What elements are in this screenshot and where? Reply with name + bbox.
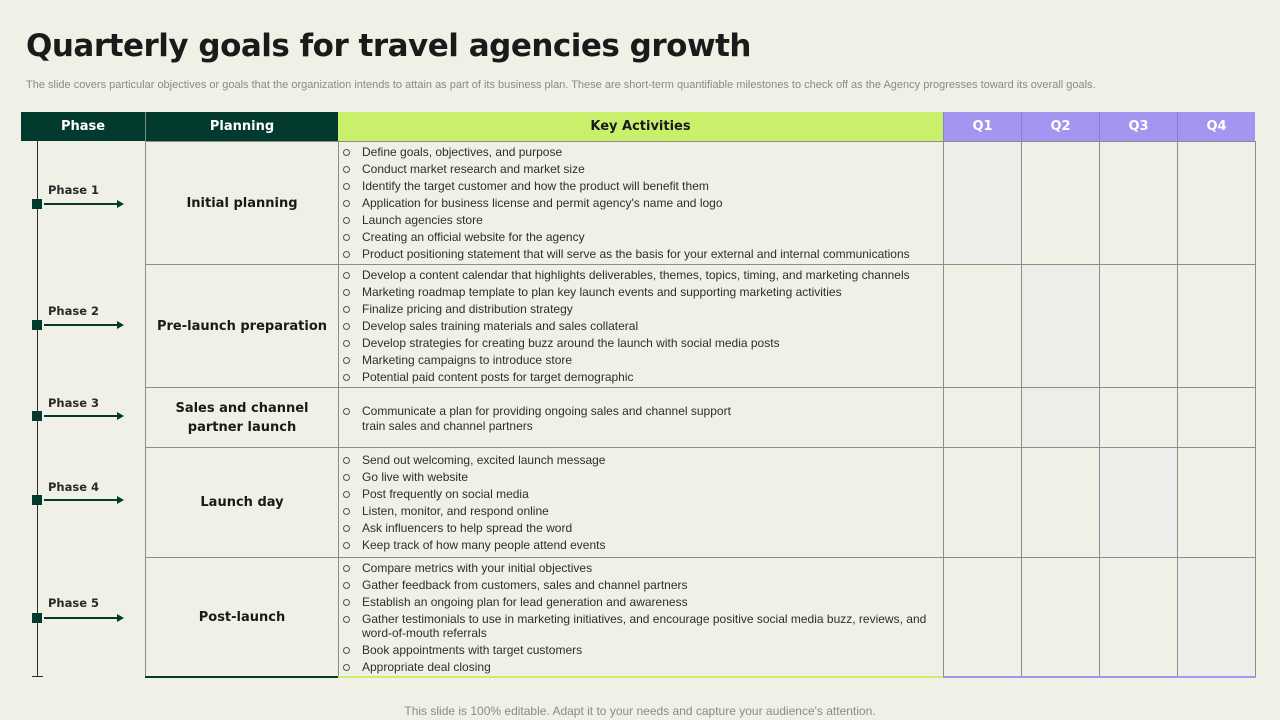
- planning-cell: Pre-launch preparation: [145, 264, 338, 387]
- quarter-cell-q2: [1021, 387, 1099, 447]
- header-q2: Q2: [1021, 112, 1099, 141]
- bullet-circle-icon: [343, 306, 350, 313]
- header-key-activities: Key Activities: [338, 112, 943, 141]
- bullet-circle-icon: [343, 149, 350, 156]
- activity-text: Marketing campaigns to introduce store: [362, 353, 573, 367]
- phase-arrow-icon: [44, 415, 118, 417]
- activity-item: [343, 336, 933, 350]
- activity-text: Listen, monitor, and respond online: [362, 504, 549, 518]
- activity-item: [343, 538, 933, 552]
- quarter-cell-q4: [1177, 557, 1255, 677]
- activity-item: [343, 578, 933, 592]
- activity-item: [343, 145, 933, 159]
- activity-item: [343, 612, 933, 640]
- bullet-circle-icon: [343, 647, 350, 654]
- activity-item: [343, 504, 933, 518]
- bullet-circle-icon: [343, 357, 350, 364]
- phase-arrow-icon: [44, 203, 118, 205]
- activity-text: Go live with website: [362, 470, 469, 484]
- key-activities-cell: [338, 447, 943, 557]
- activity-item: [343, 213, 933, 227]
- bullet-circle-icon: [343, 374, 350, 381]
- activity-item: [343, 230, 933, 244]
- bullet-circle-icon: [343, 582, 350, 589]
- quarter-cell-q3: [1099, 141, 1177, 264]
- quarter-cell-q1: [943, 447, 1021, 557]
- activity-text: Creating an official website for the agency: [362, 230, 585, 244]
- quarter-cell-q2: [1021, 447, 1099, 557]
- activity-text: Develop a content calendar that highlights deliverables, themes, topics, timing, and marketing channels: [362, 268, 910, 282]
- bullet-circle-icon: [343, 525, 350, 532]
- planning-cell: Sales and channel partner launch: [145, 387, 338, 447]
- activity-item: [343, 302, 933, 316]
- quarter-cell-q1: [943, 141, 1021, 264]
- activity-item: [343, 268, 933, 282]
- header-q1: Q1: [943, 112, 1021, 141]
- activity-text: Finalize pricing and distribution strategy: [362, 302, 573, 316]
- bullet-circle-icon: [343, 457, 350, 464]
- bullet-circle-icon: [343, 166, 350, 173]
- bullet-circle-icon: [343, 217, 350, 224]
- bullet-circle-icon: [343, 234, 350, 241]
- phase-marker-icon: [32, 320, 42, 330]
- page-subtitle: The slide covers particular objectives or goals that the organization intends to attain as part of its business plan. These are short-term quantifiable milestones to check off as the Agency progresses toward its overall goals.: [26, 79, 1096, 91]
- activity-text: Send out welcoming, excited launch message: [362, 453, 606, 467]
- bullet-circle-icon: [343, 616, 350, 623]
- quarter-cell-q2: [1021, 141, 1099, 264]
- bullet-circle-icon: [343, 272, 350, 279]
- activity-item: [343, 595, 933, 609]
- activity-text: Application for business license and permit agency's name and logo: [362, 196, 723, 210]
- activity-item: [343, 179, 933, 193]
- phase-label: Phase 2: [48, 304, 100, 318]
- quarters-bottom-line: [943, 676, 1256, 678]
- footer-note: This slide is 100% editable. Adapt it to your needs and capture your audience's attention.: [404, 704, 876, 718]
- key-activities-cell: [338, 387, 943, 447]
- phase-marker-icon: [32, 199, 42, 209]
- bullet-circle-icon: [343, 508, 350, 515]
- activity-item: [343, 247, 933, 261]
- activity-text: Establish an ongoing plan for lead generation and awareness: [362, 595, 688, 609]
- activity-item: [343, 370, 933, 384]
- activity-item: [343, 470, 933, 484]
- activity-text: Communicate a plan for providing ongoing sales and channel support: [362, 403, 731, 418]
- quarter-cell-q2: [1021, 264, 1099, 387]
- activity-item: [343, 285, 933, 299]
- bullet-circle-icon: [343, 542, 350, 549]
- planning-cell: Launch day: [145, 447, 338, 557]
- header-planning: Planning: [145, 112, 338, 141]
- bullet-circle-icon: [343, 474, 350, 481]
- activity-text: Compare metrics with your initial objectives: [362, 561, 593, 575]
- key-activities-cell: [338, 264, 943, 387]
- key-activities-cell: [338, 557, 943, 677]
- quarter-cell-q4: [1177, 387, 1255, 447]
- quarter-cell-q1: [943, 557, 1021, 677]
- activity-text: Post frequently on social media: [362, 487, 529, 501]
- phase-label: Phase 1: [48, 183, 100, 197]
- planning-cell: Initial planning: [145, 141, 338, 264]
- bullet-circle-icon: [343, 183, 350, 190]
- phase-label: Phase 4: [48, 480, 100, 494]
- quarter-cell-q3: [1099, 557, 1177, 677]
- planning-cell: Post-launch: [145, 557, 338, 677]
- quarter-cell-q3: [1099, 387, 1177, 447]
- activity-text: Book appointments with target customers: [362, 643, 583, 657]
- bullet-circle-icon: [343, 323, 350, 330]
- phase-label: Phase 3: [48, 396, 100, 410]
- phase-arrow-icon: [44, 617, 118, 619]
- quarter-cell-q4: [1177, 264, 1255, 387]
- page-title: Quarterly goals for travel agencies growth: [26, 28, 751, 64]
- activity-text: Gather feedback from customers, sales and channel partners: [362, 578, 688, 592]
- activity-text: Appropriate deal closing: [362, 660, 491, 674]
- bullet-circle-icon: [343, 565, 350, 572]
- quarter-cell-q3: [1099, 264, 1177, 387]
- phase-timeline: [37, 141, 38, 677]
- activity-item: [343, 353, 933, 367]
- activity-text: Product positioning statement that will serve as the basis for your external and internal communications: [362, 247, 910, 261]
- timeline-end: [32, 676, 43, 677]
- activity-item: [343, 319, 933, 333]
- bullet-circle-icon: [343, 491, 350, 498]
- activity-item: [343, 561, 933, 575]
- activity-item: [343, 453, 933, 467]
- phase-arrow-icon: [44, 324, 118, 326]
- activity-text: Conduct market research and market size: [362, 162, 585, 176]
- planning-bottom-line: [145, 676, 338, 678]
- activity-text: Gather testimonials to use in marketing initiatives, and encourage positive social media buzz, reviews, and word-of-mouth referrals: [362, 612, 927, 640]
- bullet-circle-icon: [343, 340, 350, 347]
- quarter-cell-q1: [943, 387, 1021, 447]
- activity-text: Ask influencers to help spread the word: [362, 521, 573, 535]
- activity-item: [343, 404, 933, 418]
- quarter-cell-q3: [1099, 447, 1177, 557]
- bullet-circle-icon: [343, 200, 350, 207]
- activity-item: [343, 196, 933, 210]
- quarter-cell-q1: [943, 264, 1021, 387]
- phase-label: Phase 5: [48, 596, 100, 610]
- bullet-circle-icon: [343, 251, 350, 258]
- bullet-circle-icon: [343, 599, 350, 606]
- quarter-cell-q4: [1177, 447, 1255, 557]
- phase-marker-icon: [32, 411, 42, 421]
- bullet-circle-icon: [343, 664, 350, 671]
- quarter-cell-q4: [1177, 141, 1255, 264]
- activity-item: [343, 162, 933, 176]
- activity-continuation-text: train sales and channel partners: [362, 419, 533, 433]
- activity-text: Keep track of how many people attend events: [362, 538, 606, 552]
- phase-marker-icon: [32, 613, 42, 623]
- activity-text: Potential paid content posts for target demographic: [362, 370, 634, 384]
- table-right-border: [1255, 141, 1256, 677]
- activity-item: [343, 487, 933, 501]
- activity-text: Develop sales training materials and sales collateral: [362, 319, 639, 333]
- header-q3: Q3: [1099, 112, 1177, 141]
- activity-text: Identify the target customer and how the product will benefit them: [362, 179, 709, 193]
- activity-text: Develop strategies for creating buzz around the launch with social media posts: [362, 336, 780, 350]
- activity-text: Launch agencies store: [362, 213, 483, 227]
- activity-text: Define goals, objectives, and purpose: [362, 145, 563, 159]
- phase-marker-icon: [32, 495, 42, 505]
- activity-item: [343, 660, 933, 674]
- header-q4: Q4: [1177, 112, 1255, 141]
- bullet-circle-icon: [343, 289, 350, 296]
- activity-item: [343, 643, 933, 657]
- activity-item: [343, 521, 933, 535]
- header-phase: Phase: [21, 112, 145, 141]
- quarter-cell-q2: [1021, 557, 1099, 677]
- key-activities-cell: [338, 141, 943, 264]
- phase-arrow-icon: [44, 499, 118, 501]
- activity-text: Marketing roadmap template to plan key launch events and supporting marketing activities: [362, 285, 842, 299]
- activities-bottom-line: [338, 676, 943, 678]
- bullet-circle-icon: [343, 408, 350, 415]
